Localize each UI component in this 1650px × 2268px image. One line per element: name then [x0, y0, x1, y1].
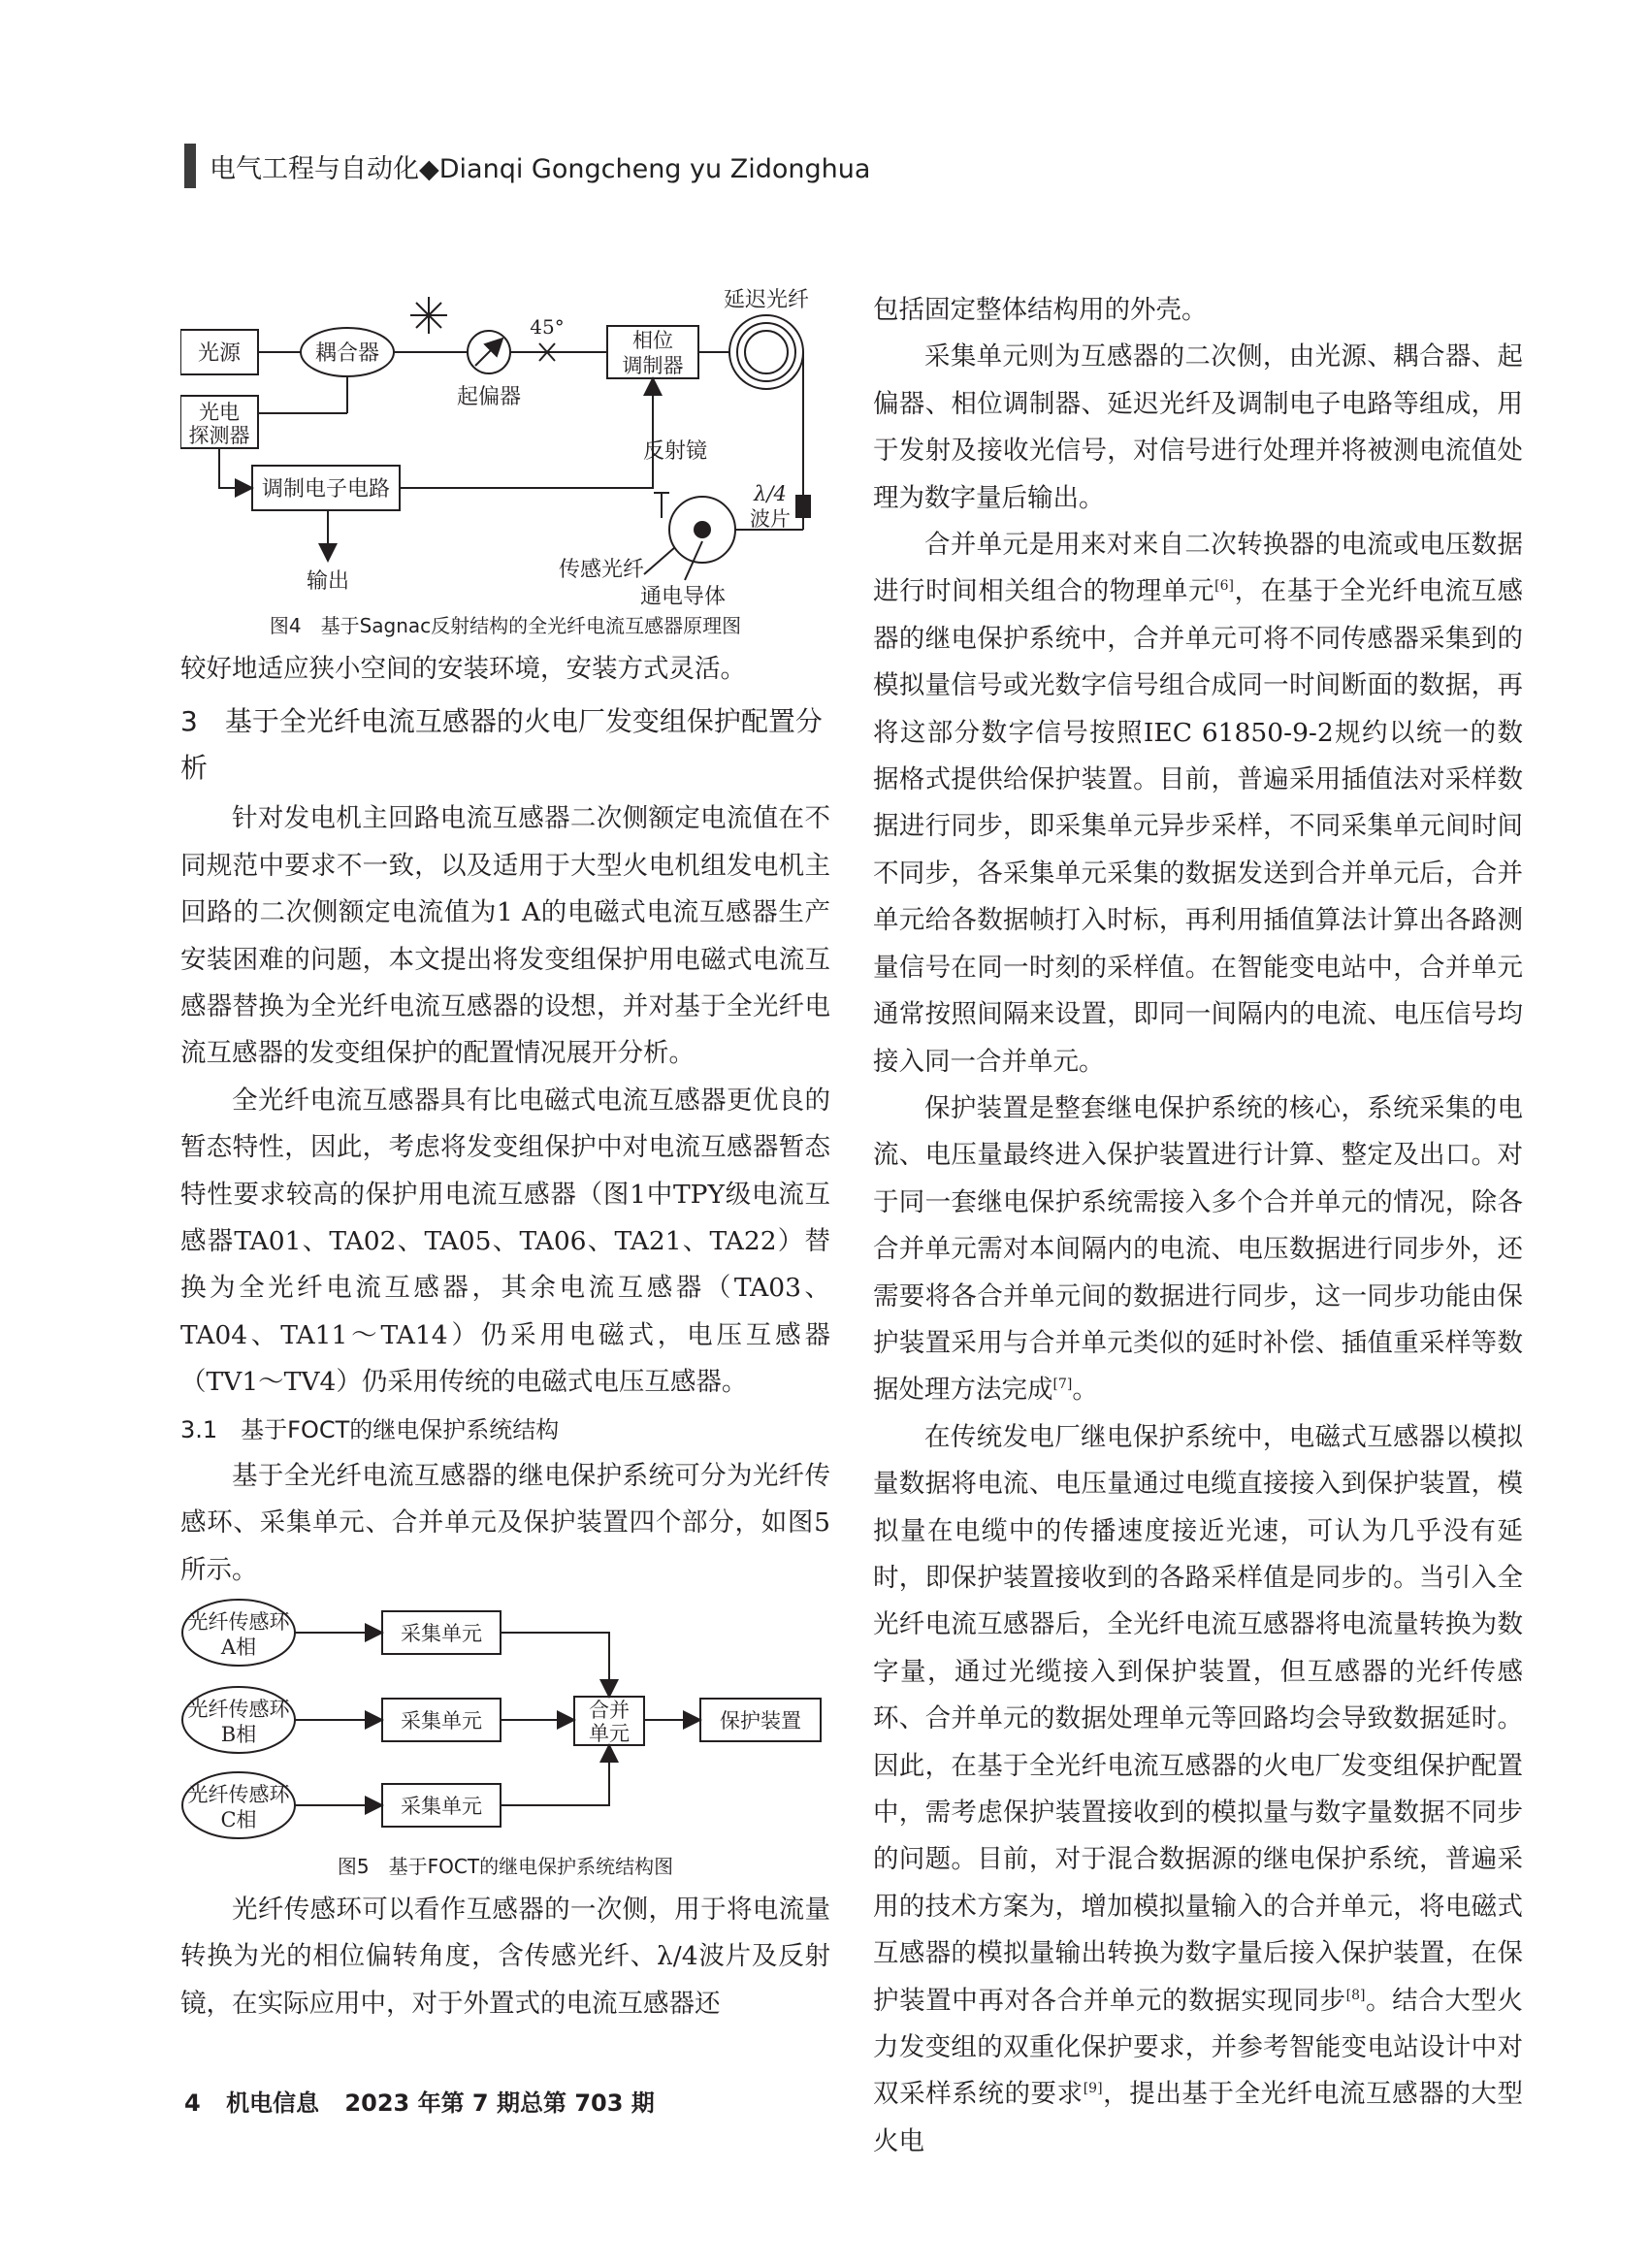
right-para-5: [873, 1414, 1523, 2166]
fig4-detector-label-1: 光电: [199, 401, 240, 424]
fig5-ring-a-label-1: 光纤传感环: [187, 1609, 290, 1634]
page-number: 4: [184, 2090, 201, 2117]
right-para-5-text-a: 在传统发电厂继电保护系统中，电磁式互感器以模拟量数据将电流、电压量通过电缆直接接入到保护装置，模拟量在电缆中的传播速度接近光速，可认为几乎没有延时，即保护装置接收到的各路采样值是同步的。当引入全光纤电流互感器后，全光纤电流互感器将电流量转换为数字量，通过光缆接入到保护装置，但互感器的光纤传感环、合并单元的数据处理单元等回路均会导致数据延时。因此，在基于全光纤电流互感器的火电厂发变组保护配置中，需考虑保护装置接收到的模拟量与数字量数据不同步的问题。目前，对于混合数据源的继电保护系统，普遍采用的技术方案为，增加模拟量输入的合并单元，将电磁式互感器的模拟量输出转换为数字量后接入保护装置，在保护装置中再对各合并单元的数据实现同步: [873, 1421, 1523, 2016]
right-para-5-text-b: 。结合大型火力发变组的双重化保护要求，并参考智能变电站设计中对双采样系统的要求: [873, 1985, 1524, 2110]
figure-5: [180, 1594, 830, 1887]
fig4-angle-label: 45°: [530, 315, 565, 339]
running-header: [184, 146, 870, 186]
section-3-heading: 3 基于全光纤电流互感器的火电厂发变组保护配置分析: [180, 705, 823, 785]
fig4-conductor-label: 通电导体: [639, 585, 727, 607]
fig5-ring-c-label-2: C相: [220, 1807, 257, 1831]
right-para-2: 采集单元则为互感器的二次侧，由光源、耦合器、起偏器、相位调制器、延迟光纤及调制电子电路等组成，用于发射及接收光信号，对信号进行处理并将被测电流值处理为数字量后输出。: [873, 341, 1523, 513]
citation-9: [9]: [1083, 2081, 1103, 2097]
citation-8: [8]: [1345, 1987, 1366, 2003]
fig4-polarizer-label: 起偏器: [456, 385, 522, 409]
figure-4-diagram: [180, 287, 830, 607]
fig5-protect-label: 保护装置: [720, 1708, 801, 1733]
left-para-3: 全光纤电流互感器具有比电磁式电流互感器更优良的暂态特性，因此，考虑将发变组保护中对电流互感器暂态特性要求较高的保护用电流互感器（图1中TPY级电流互感器TA01、TA02、TA05、TA06、TA21、TA22）替换为全光纤电流互感器，其余电流互感器（TA03、TA04、TA11～TA14）仍采用电磁式，电压互感器（TV1～TV4）仍采用传统的电磁式电压互感器。: [180, 1085, 830, 1398]
footer-journal: 机电信息: [226, 2090, 320, 2117]
left-para-4: 基于全光纤电流互感器的继电保护系统可分为光纤传感环、采集单元、合并单元及保护装置四个部分，如图5所示。: [180, 1460, 830, 1585]
right-para-1: 包括固定整体结构用的外壳。: [873, 295, 1208, 325]
left-para-5: 光纤传感环可以看作互感器的一次侧，用于将电流量转换为光的相位偏转角度，含传感光纤、λ/4波片及反射镜，在实际应用中，对于外置式的电流互感器还: [180, 1894, 830, 2019]
fig4-mirror-label: 反射镜: [642, 439, 708, 464]
left-para-1: 较好地适应狭小空间的安装环境，安装方式灵活。: [180, 654, 746, 684]
section-3-1-heading: 3.1 基于FOCT的继电保护系统结构: [180, 1415, 560, 1443]
right-para-4: [873, 1085, 1523, 1414]
journal-name: 电气工程与自动化◆Dianqi Gongcheng yu Zidonghua: [210, 153, 871, 184]
right-para-3-text-a: 合并单元是用来对来自二次转换器的电流或电压数据进行时间相关组合的物理单元: [873, 530, 1523, 607]
footer-issue: 2023 年第 7 期总第 703 期: [344, 2090, 655, 2117]
fig4-phase-mod-label-2: 调制器: [622, 354, 684, 377]
fig4-coupler-label: 耦合器: [314, 341, 380, 366]
fig5-merge-label-2: 单元: [589, 1721, 630, 1745]
fig4-phase-mod-label-1: 相位: [632, 329, 673, 352]
left-para-2: 针对发电机主回路电流互感器二次侧额定电流值在不同规范中要求不一致，以及适用于大型火电机组发电机主回路的二次侧额定电流值为1 A的电磁式电流互感器生产安装困难的问题，本文提出将发变组保护用电磁式电流互感器替换为全光纤电流互感器的设想，并对基于全光纤电流互感器的发变组保护的配置情况展开分析。: [180, 803, 830, 1069]
right-para-3-text-b: ，在基于全光纤电流互感器的继电保护系统中，合并单元可将不同传感器采集到的模拟量信号或光数字信号组合成同一时间断面的数据，再将这部分数字信号按照IEC 61850-9-2规约以统一的数据格式提供给保护装置。目前，普遍采用插值法对采样数据进行同步，即采集单元异步采样，不同采集单元间时间不同步，各采集单元采集的数据发送到合并单元后，合并单元给各数据帧打入时标，再利用插值算法计算出各路测量信号在同一时刻的采样值。在智能变电站中，合并单元通常按照间隔来设置，即同一间隔内的电流、电压信号均接入同一合并单元。: [873, 576, 1524, 1077]
fig4-waveplate-label-2: 波片: [750, 507, 791, 531]
fig4-sensing-fiber-label: 传感光纤: [558, 558, 645, 582]
fig4-mod-circuit-label: 调制电子电路: [261, 477, 391, 502]
fig5-merge-label-1: 合并: [589, 1698, 630, 1722]
figure-4: [180, 287, 830, 646]
fig5-ring-a-label-2: A相: [220, 1635, 257, 1659]
citation-7: [7]: [1052, 1377, 1073, 1393]
fig5-ring-b-label-1: 光纤传感环: [187, 1697, 290, 1721]
fig4-source-label: 光源: [197, 341, 242, 366]
right-para-4-text-b: 。: [1072, 1375, 1098, 1406]
fig5-acq-b-label: 采集单元: [401, 1708, 482, 1733]
left-column: [180, 287, 830, 2027]
fig5-ring-b-label-2: B相: [220, 1722, 257, 1746]
fig4-output-label: 输出: [306, 569, 350, 594]
right-column: [873, 287, 1523, 2165]
right-para-4-text-a: 保护装置是整套继电保护系统的核心，系统采集的电流、电压量最终进入保护装置进行计算、整定及出口。对于同一套继电保护系统需接入多个合并单元的情况，除各合并单元需对本间隔内的电流、电压数据进行同步外，还需要将各合并单元间的数据进行同步，这一同步功能由保护装置采用与合并单元类似的延时补偿、插值重采样等数据处理方法完成: [873, 1092, 1523, 1406]
page-footer: [184, 2084, 672, 2118]
right-para-5-text-c: ，提出基于全光纤电流互感器的大型火电: [873, 2079, 1523, 2156]
fig4-delay-fiber-label: 延迟光纤: [723, 288, 810, 312]
fig4-waveplate-label-1: λ/4: [754, 482, 787, 505]
figure-5-diagram: [180, 1594, 830, 1848]
right-para-3: [873, 522, 1523, 1085]
figure-5-caption: 图5 基于FOCT的继电保护系统结构图: [337, 1854, 674, 1878]
figure-4-caption: 图4 基于Sagnac反射结构的全光纤电流互感器原理图: [269, 614, 742, 637]
citation-6: [6]: [1214, 578, 1235, 595]
header-bar: [184, 144, 196, 188]
fig5-acq-a-label: 采集单元: [401, 1621, 482, 1645]
fig5-ring-c-label-1: 光纤传感环: [187, 1782, 290, 1806]
light-star-icon: [410, 297, 447, 334]
fig4-detector-label-2: 探测器: [188, 424, 250, 447]
fig5-acq-c-label: 采集单元: [401, 1794, 482, 1818]
